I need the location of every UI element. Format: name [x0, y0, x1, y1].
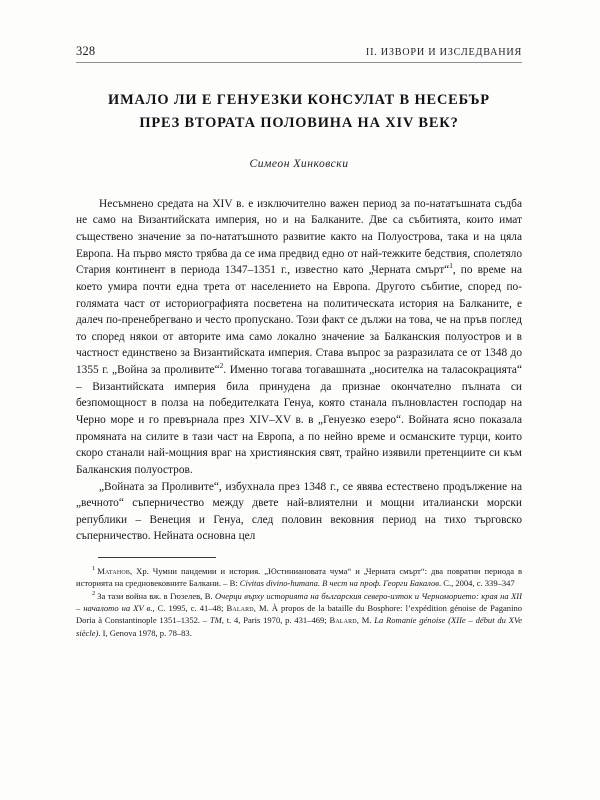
paragraph-1-segment-3: . Именно тогава тогавашната „носителка на таласокрацията“ – Византийската империя била принудена да признае окончателно пълната си безпомощност в полза на победителката Генуа, която станала пълновластен господар на Черно море и го превърнала през XIV–XV в. в „Генуезко езеро“. Войната ясно показала промяната на силите в тази част на Европа, а по нейно време и османските турци, които скоро станали най-мощния враг на християнския свят, трайно изявили претенциите си към Балканския полуостров. [76, 364, 523, 476]
footnote-item [76, 565, 522, 589]
footnote-2-text-a: ., С. 1995, с. 41–48; [150, 603, 227, 614]
article-title-block [76, 89, 522, 170]
footnote-2-italic-b: TM [209, 615, 222, 626]
footnote-1-italic-a: Civitas divino-humana. В чест на проф. Георги Бакалов [239, 578, 439, 589]
footnote-reference-1[interactable]: 1 [449, 261, 453, 271]
footnote-1-author: Матанов [97, 566, 131, 577]
footnote-2-text-c: , t. 4, Paris 1970, p. 431–469; [221, 615, 330, 626]
header-rule [76, 62, 522, 63]
footnote-number-2: 2 [92, 590, 96, 598]
footnote-2-text-e: . I, Genova 1978, p. 78–83. [98, 627, 192, 638]
article-author: Симеон Хинковски [249, 156, 349, 170]
page-content-column [76, 0, 522, 800]
footnote-1-text-a: , Хр. Чумни пандемии и история. „Юстиниановата чума“ и „Черната смърт“: два повратни периода в историята на средновековните Балкани. – В: [76, 566, 522, 589]
article-body [76, 196, 522, 545]
footnote-2-italic-a: Очерци върху историята на българския северо-изток и Черноморието: края на XII – началото на XV в [76, 591, 522, 614]
footnote-2-italic-c: La Romanie génoise (XIIe – début du XVe siècle) [76, 615, 523, 638]
page-number: 328 [76, 44, 96, 58]
footnote-2-author-c: Balard [329, 615, 357, 626]
footnote-2-author-b: Balard [226, 603, 254, 614]
footnote-2-lead: За тази война вж. в Гюзелев, В. [97, 591, 215, 602]
article-title-line-2: ПРЕЗ ВТОРАТА ПОЛОВИНА НА XIV ВЕК? [139, 115, 459, 132]
footnote-2-text-d: , M. [356, 615, 375, 626]
body-paragraph-1 [76, 196, 522, 479]
footnote-1-text-b: . С., 2004, с. 339–347 [438, 578, 515, 589]
footnote-reference-2[interactable]: 2 [219, 361, 224, 371]
paragraph-1-segment-1: Несъмнено средата на XIV в. е изключително важен период за по-нататъшната съдба не само на Византийската империя, но и на Балканите. Две са събитията, които имат съществено значение за по-нататъшното развитие както на Полуострова, така и на цяла Европа. На първо място трябва да се има предвид едно от най-тежките бедствия, сполетяло Стария континент в периода 1347–1351 г., известно като „Черната смърт“ [76, 197, 522, 277]
page-title [76, 89, 522, 136]
running-head [76, 0, 522, 59]
body-paragraph-2: „Войната за Проливите“, избухнала през 1348 г., се явява естествено продължение на „вечното“ съперничество между двете най-влиятелни и мощни италиански морски републики – Венеция и Генуа, след половин вековния период на тихо търговско съперничество. Нейната основна цел [76, 480, 522, 543]
paragraph-1-segment-2: , по време на което умира почти една трета от населението на Европа. Другото събитие, според по-голямата част от историографията посветена на политическата история на Балканите, е далеч по-пренебрегвано и често пропускано. Този факт се дължи на това, че на пръв поглед то според някои от авторите има само локално значение за Балканския полуостров и в частност единствено за Византийската империя. Става въпрос за разразилата се от 1348 до 1355 г. „Война за проливите“ [76, 264, 522, 377]
article-title-line-1: ИМАЛО ЛИ Е ГЕНУЕЗКИ КОНСУЛАТ В НЕСЕБЪР [108, 92, 490, 108]
footnote-2-text-b: , M. À propos de la bataille du Bosphore: l’expédition génoise de Paganino Doria à Constantinople 1351–1352. – [76, 603, 522, 626]
footnotes-block [76, 565, 522, 639]
footnote-separator-rule [98, 557, 216, 558]
footnote-item [76, 590, 522, 639]
running-head-title: II. ИЗВОРИ И ИЗСЛЕДВАНИЯ [365, 47, 522, 58]
footnote-number-1: 1 [92, 565, 96, 573]
